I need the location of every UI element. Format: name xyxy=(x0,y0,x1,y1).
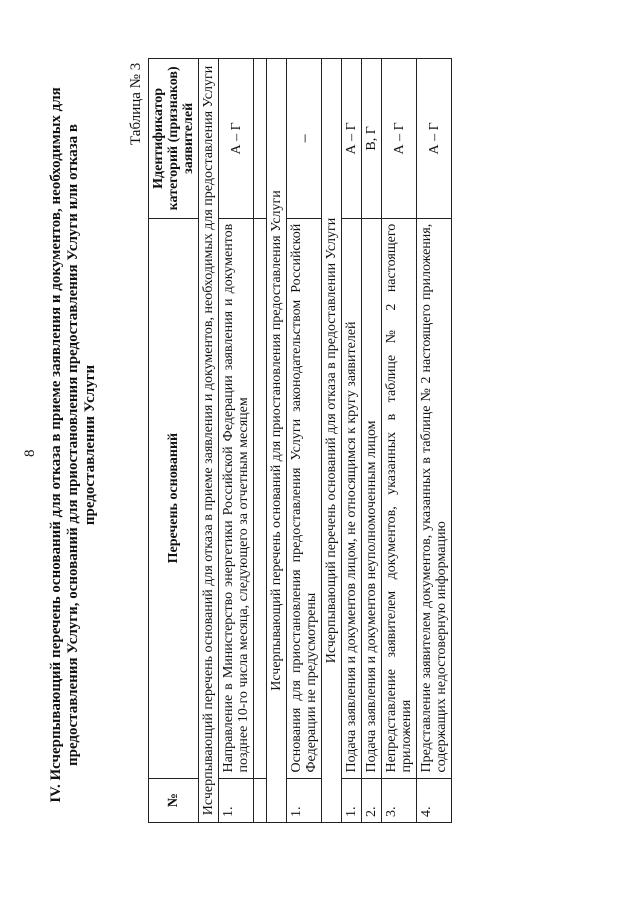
row-num: 2. xyxy=(362,778,382,822)
row-text: Направление в Министерство энергетики Российской Федерации заявления и документов позднее 10-го числа месяца, следующего за отчетным месяцем xyxy=(219,218,254,778)
section-heading: Исчерпывающий перечень оснований для отказа в приеме заявления и документов, необходимых для предоставления Услуги xyxy=(199,59,219,823)
header-reasons: Перечень оснований xyxy=(149,218,199,778)
section-heading-row xyxy=(322,59,342,823)
title-line: предоставления Услуги, оснований для приостановления предоставления Услуги или отказа в xyxy=(65,123,81,767)
header-identifier: Идентификатор категорий (признаков) заявителей xyxy=(149,59,199,219)
section-title xyxy=(48,65,99,825)
section-heading: Исчерпывающий перечень оснований для отказа в предоставлении Услуги xyxy=(322,59,342,823)
page-number: 8 xyxy=(22,449,38,457)
table-row xyxy=(417,59,452,823)
row-num: 3. xyxy=(382,778,417,822)
row-text: Представление заявителем документов, указанных в таблице № 2 настоящего приложения, содержащих недостоверную информацию xyxy=(417,218,452,778)
row-text: Непредставление заявителем документов, указанных в таблице № 2 настоящего приложения xyxy=(382,218,417,778)
row-num: 1. xyxy=(287,778,322,822)
table-row xyxy=(382,59,417,823)
section-heading: Исчерпывающий перечень оснований для приостановления предоставления Услуги xyxy=(267,59,287,823)
row-num: 1. xyxy=(219,778,254,822)
row-identifier: – xyxy=(287,59,322,219)
row-identifier: А – Г xyxy=(382,59,417,219)
title-line: предоставлении Услуги xyxy=(82,364,98,526)
row-text: Основания для приостановления предоставления Услуги законодательством Российской Федерации не предусмотрены xyxy=(287,218,322,778)
table-label: Таблица № 3 xyxy=(128,62,144,145)
row-identifier: А – Г xyxy=(342,59,362,219)
header-num: № xyxy=(149,778,199,822)
spacer-row xyxy=(254,59,267,823)
table-row xyxy=(219,59,254,823)
section-heading-row xyxy=(199,59,219,823)
table-row xyxy=(342,59,362,823)
row-identifier: А – Г xyxy=(219,59,254,219)
title-line: IV. Исчерпывающий перечень оснований для отказа в приеме заявления и документов, необходимых для xyxy=(48,87,64,803)
row-identifier: В, Г xyxy=(362,59,382,219)
reasons-table xyxy=(148,58,452,823)
row-identifier: А – Г xyxy=(417,59,452,219)
table-row xyxy=(362,59,382,823)
row-text: Подача заявления и документов неуполномоченным лицом xyxy=(362,218,382,778)
row-num: 4. xyxy=(417,778,452,822)
table-header-row xyxy=(149,59,199,823)
row-text: Подача заявления и документов лицом, не относящимся к кругу заявителей xyxy=(342,218,362,778)
row-num: 1. xyxy=(342,778,362,822)
section-heading-row xyxy=(267,59,287,823)
table-row xyxy=(287,59,322,823)
